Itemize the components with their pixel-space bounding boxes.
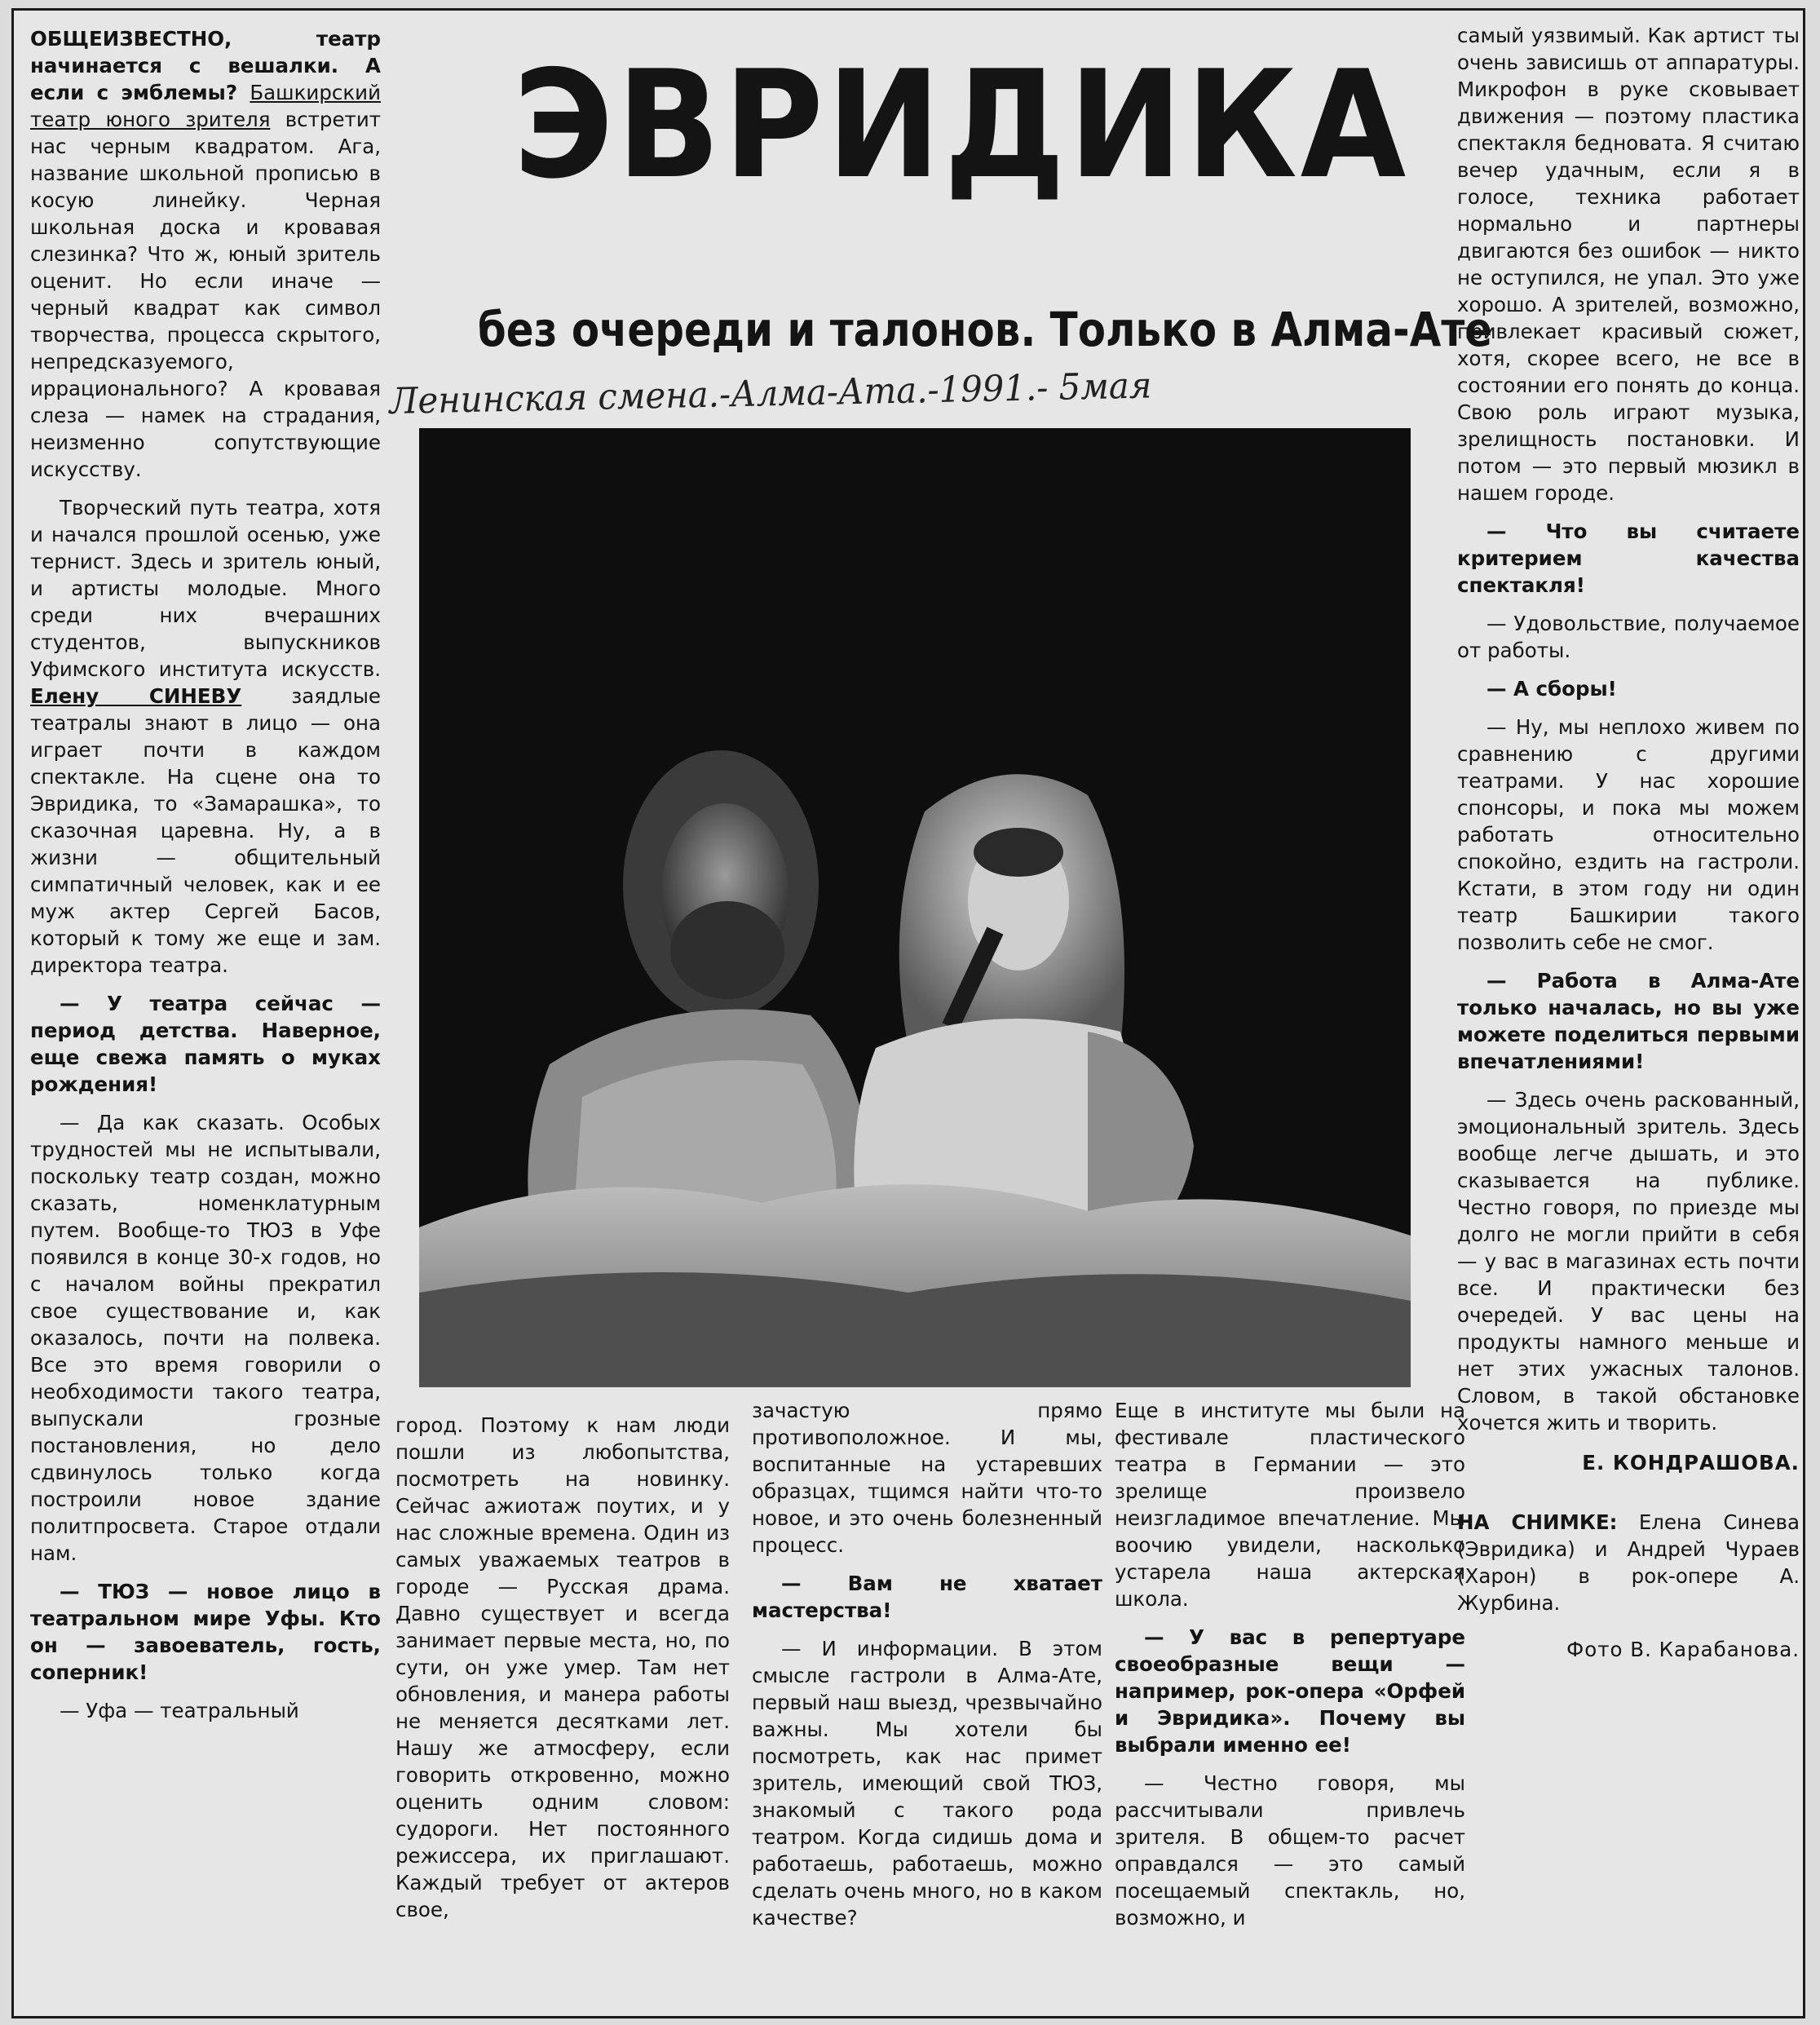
column-5	[1457, 22, 1800, 1663]
question-3: — Вам не хватает мастерства!	[752, 1572, 1102, 1622]
photo-caption: НА СНИМКЕ: Елена Синева (Эвридика) и Андрей Чураев (Харон) в рок-опере А. Журбина.	[1457, 1510, 1800, 1615]
stage-photo	[419, 428, 1411, 1387]
answer-7: — Здесь очень раскованный, эмоциональный зритель. Здесь вообще легче дышать, и это сказывается на публике. Честно говоря, по приезде мы долго не могли прийти в себя — у вас в магазинах есть почти все. И практически без очередей. У вас цены на продукты намного меньше и нет этих ужасных талонов. Словом, в такой обстановке хочется жить и творить.	[1457, 1088, 1800, 1435]
answer-6: — Ну, мы неплохо живем по сравнению с другими театрами. У нас хорошие спонсоры, и пока мы можем работать относительно спокойно, ездить на гастроли. Кстати, в этом году ни один театр Башкирии такого позволить себе не смог.	[1457, 715, 1800, 954]
author-signature: Е. КОНДРАШОВА.	[1582, 1451, 1800, 1475]
subheadline: без очереди и талонов. Только в Алма-Ате	[477, 302, 1493, 357]
question-7: — Работа в Алма-Ате только началась, но вы уже можете поделиться первыми впечатлениями!	[1457, 969, 1800, 1073]
question-2: — ТЮЗ — новое лицо в театральном мире Уфы. Кто он — завоеватель, гость, соперник!	[30, 1580, 381, 1684]
column-4-text: Еще в институте мы были на фестивале пластического театра в Германии — это зрелище произвело неизгладимое впечатление. Мы воочию увидели, насколько устарела наша актерская школа.	[1115, 1399, 1465, 1611]
column-5-text: самый уязвимый. Как артист ты очень зависишь от аппаратуры. Микрофон в руке сковывает движения — поэтому пластика спектакля бедновата. Я считаю вечер удачным, если я в голосе, техника работает нормально и партнеры двигаются без ошибок — никто не оступился, не упал. Это уже хорошо. А зрителей, возможно, привлекает красивый сюжет, хотя, скорее всего, не все в состоянии его понять до конца. Свою роль играют музыка, зрелищность постановки. И потом — это первый мюзикл в нашем городе.	[1457, 24, 1800, 505]
answer-3: — И информации. В этом смысле гастроли в Алма-Ате, первый наш выезд, чрезвычайно важны. Мы хотели бы посмотреть, как нас примет зритель, имеющий свой ТЮЗ, знакомый с такого рода театром. Когда сидишь дома и работаешь, работаешь, можно сделать очень много, но в каком качестве?	[752, 1637, 1102, 1930]
question-1: — У театра сейчас — период детства. Наверное, еще свежа память о муках рождения!	[30, 992, 381, 1096]
theatre-name: Башкирский театр юного зрителя	[30, 81, 381, 131]
column-2	[395, 1412, 730, 1923]
newspaper-clipping	[11, 8, 1805, 2018]
column-1	[30, 25, 381, 1724]
photo-credit: Фото В. Карабанова.	[1566, 1638, 1800, 1661]
caption-label: НА СНИМКЕ:	[1457, 1510, 1618, 1534]
answer-1: — Да как сказать. Особых трудностей мы не испытывали, поскольку театр создан, можно сказать, номенклатурным путем. Вообще-то ТЮЗ в Уфе появился в конце 30-х годов, но с началом войны прекратил свое существование и, как оказалось, почти на полвека. Все это время говорили о необходимости такого театра, выпускали грозные постановления, но дело сдвинулось только когда построили новое здание политпросвета. Старое отдали нам.	[30, 1111, 381, 1565]
question-5: — Что вы считаете критерием качества спектакля!	[1457, 520, 1800, 597]
question-6: — А сборы!	[1486, 677, 1617, 701]
column-3-text: зачастую прямо противоположное. И мы, воспитанные на устаревших образцах, тщимся найти что-то новое, и это очень болезненный процесс.	[752, 1399, 1102, 1557]
handwritten-source-note: Ленинская смена.-Алма-Ата.-1991.- 5мая	[389, 365, 1152, 422]
answer-5: — Удовольствие, получаемое от работы.	[1457, 612, 1800, 662]
intro-paragraph: ОБЩЕИЗВЕСТНО, театр начинается с вешалки. А если с эмблемы? Башкирский театр юного зрителя встретит нас черным квадратом. Ага, название школьной прописью в косую линейку. Черная школьная доска и кровавая слезинка? Что ж, юный зритель оценит. Но если иначе — черный квадрат как символ творчества, процесса скрытого, непредсказуемого, иррационального? А кровавая слеза — намек на страдания, неизменно сопутствующие искусству.	[30, 27, 382, 481]
headline: ЭВРИДИКА	[513, 38, 1409, 211]
column-4	[1115, 1397, 1465, 1931]
answer-2-start: — Уфа — театральный	[60, 1699, 299, 1722]
column-2-text: город. Поэтому к нам люди пошли из любопытства, посмотреть на новинку. Сейчас ажиотаж поутих, и у нас сложные времена. Один из самых уважаемых театров в городе — Русская драма. Давно существует и всегда занимает первые места, но, по сути, он уже умер. Там нет обновления, и манера работы не меняется десятками лет. Нашу же атмосферу, если говорить откровенно, можно оценить одним словом: судороги. Нет постоянного режиссера, их приглашают. Каждый требует от актеров свое,	[395, 1413, 730, 1921]
stage-photo-illustration	[419, 428, 1411, 1387]
actress-name: Елену СИНЕВУ	[30, 684, 242, 708]
column-3	[752, 1397, 1102, 1931]
paragraph-2: Творческий путь театра, хотя и начался прошлой осенью, уже тернист. Здесь и зритель юный, и артисты молодые. Много среди них вчерашних студентов, выпускников Уфимского института искусств. Елену СИНЕВУ заядлые театралы знают в лицо — она играет почти в каждом спектакле. На сцене она то Эвридика, то «Замарашка», то сказочная царевна. Ну, а в жизни — общительный симпатичный человек, как и ее муж актер Сергей Басов, который к тому же еще и зам. директора театра.	[30, 496, 381, 977]
answer-4: — Честно говоря, мы рассчитывали привлечь зрителя. В общем-то расчет оправдался — это самый посещаемый спектакль, но, возможно, и	[1115, 1771, 1465, 1930]
question-4: — У вас в репертуаре своеобразные вещи — например, рок-опера «Орфей и Эвридика». Почему вы выбрали именно ее!	[1115, 1625, 1465, 1757]
